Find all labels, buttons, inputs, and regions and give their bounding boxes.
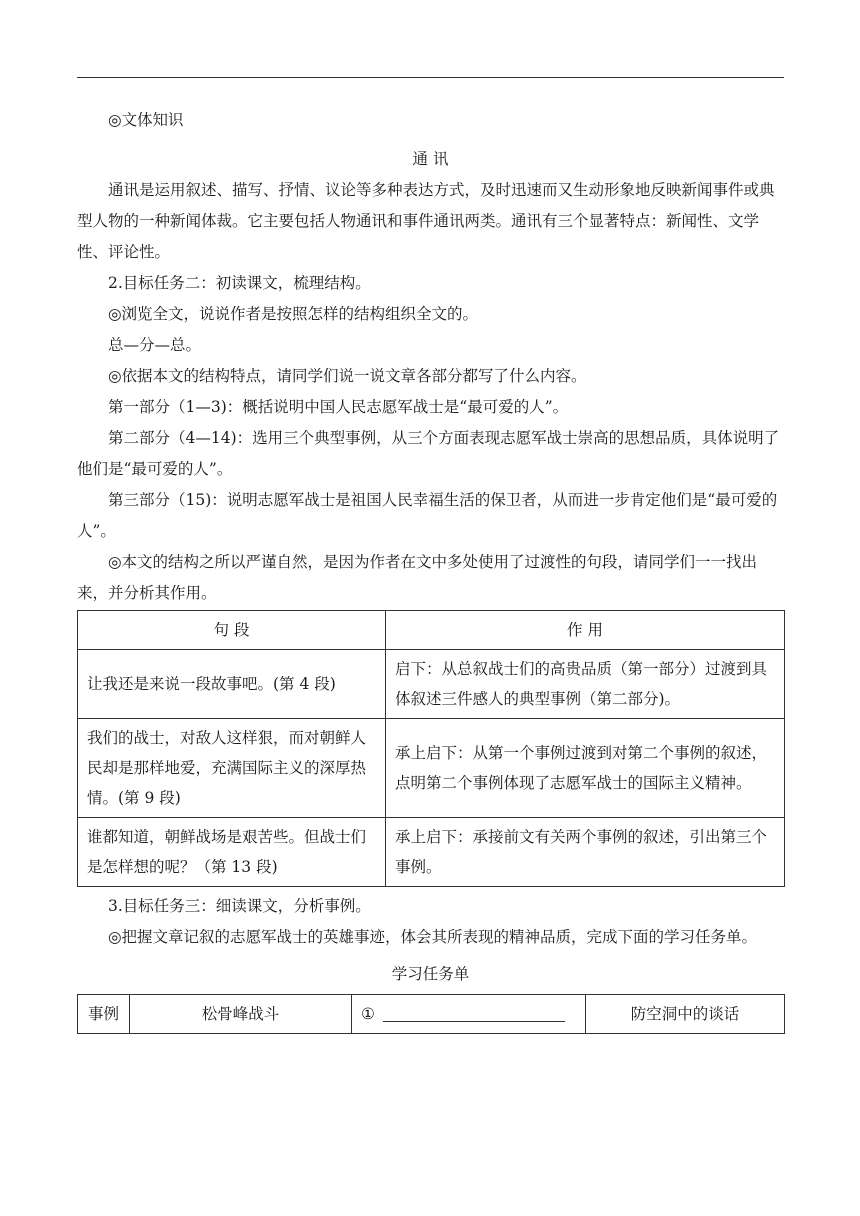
table-row [78,818,785,887]
section-knowledge-heading: ◎文体知识 [108,111,184,129]
table-row [78,650,785,719]
table-row [78,719,785,818]
worksheet-table [77,994,785,1034]
task-2-answer-1: 总—分—总。 [108,336,202,354]
worksheet-cell: 松骨峰战斗 [130,995,352,1034]
table-cell-sentence: 让我还是来说一段故事吧。(第 4 段) [78,650,386,719]
part-1-summary: 第一部分（1—3)：概括说明中国人民志愿军战士是“最可爱的人”。 [108,398,569,416]
task-2-question-2: ◎依据本文的结构特点，请同学们说一说文章各部分都写了什么内容。 [108,367,587,385]
part-2-summary: 第二部分（4—14)：选用三个典型事例，从三个方面表现志愿军战士崇高的思想品质，具体说明了他们是“最可爱的人”。 [77,429,780,478]
header-rule [77,77,784,78]
genre-definition: 通讯是运用叙述、描写、抒情、议论等多种表达方式，及时迅速而又生动形象地反映新闻事件或典型人物的一种新闻体裁。它主要包括人物通讯和事件通讯两类。通讯有三个显著特点：新闻性、文学性、评论性。 [77,181,775,261]
task-2-heading: 2.目标任务二：初读课文，梳理结构。 [108,274,371,292]
worksheet-cell: 防空洞中的谈话 [586,995,785,1034]
row-label: 事例 [78,995,130,1034]
task-3-heading: 3.目标任务三：细读课文，分析事例。 [108,897,371,915]
table-cell-sentence: 我们的战士，对敌人这样狠，而对朝鲜人民却是那样地爱，充满国际主义的深厚热情。(第 9 段) [78,719,386,818]
blank-marker: ① [361,1005,375,1023]
column-header: 作 用 [386,611,785,650]
part-3-summary: 第三部分（15)：说明志愿军战士是祖国人民幸福生活的保卫者，从而进一步肯定他们是“最可爱的人”。 [77,491,778,540]
worksheet-cell-blank[interactable] [352,995,586,1034]
table-cell-sentence: 谁都知道，朝鲜战场是艰苦些。但战士们是怎样想的呢？（第 13 段) [78,818,386,887]
fill-in-blank-line [383,1005,565,1022]
task-2-question-3: ◎本文的结构之所以严谨自然，是因为作者在文中多处使用了过渡性的句段，请同学们一一找出来，并分析其作用。 [77,553,758,602]
column-header: 句 段 [78,611,386,650]
genre-title: 通 讯 [412,150,449,168]
transition-table [77,610,785,887]
table-row [78,995,785,1034]
worksheet-title: 学习任务单 [391,965,470,983]
table-cell-function: 承上启下：承接前文有关两个事例的叙述，引出第三个事例。 [386,818,785,887]
document-page [77,100,784,1034]
table-header-row [78,611,785,650]
task-2-question-1: ◎浏览全文，说说作者是按照怎样的结构组织全文的。 [108,305,479,323]
table-cell-function: 启下：从总叙战士们的高贵品质（第一部分）过渡到具体叙述三件感人的典型事例（第二部分)。 [386,650,785,719]
task-3-question: ◎把握文章记叙的志愿军战士的英雄事迹，体会其所表现的精神品质，完成下面的学习任务单。 [108,928,758,946]
table-cell-function: 承上启下：从第一个事例过渡到对第二个事例的叙述，点明第二个事例体现了志愿军战士的国际主义精神。 [386,719,785,818]
